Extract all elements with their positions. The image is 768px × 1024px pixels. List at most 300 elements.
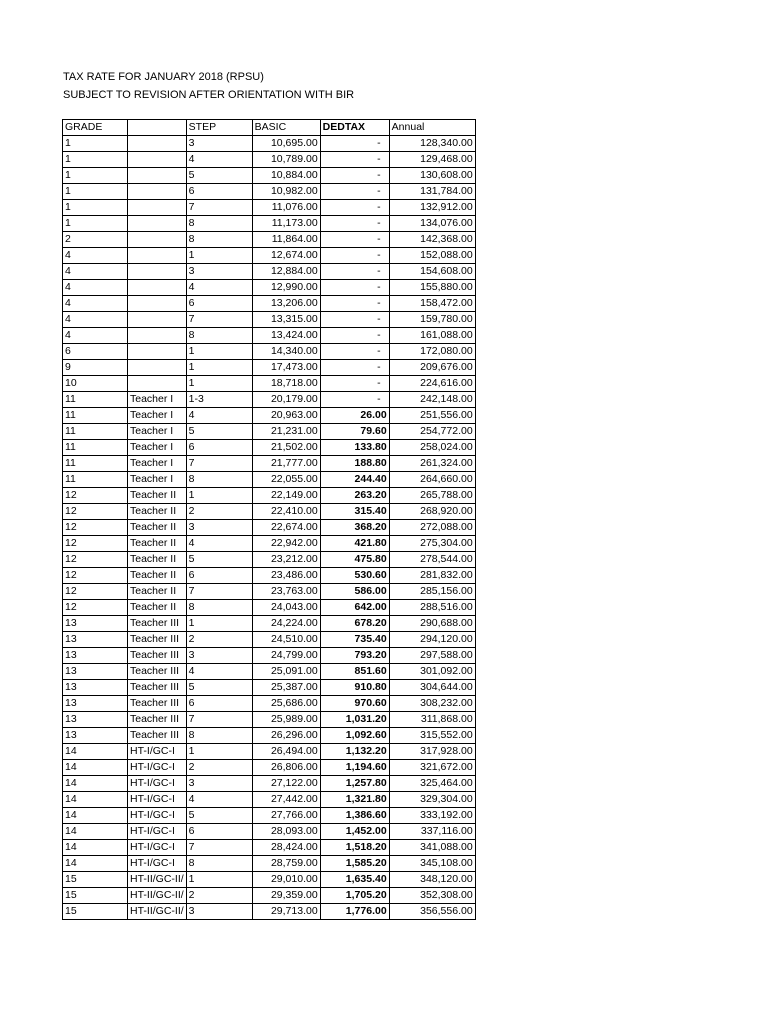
step-cell[interactable]: 1 [186, 376, 252, 392]
step-cell[interactable]: 4 [186, 152, 252, 168]
basic-cell[interactable]: 11,173.00 [252, 216, 320, 232]
position-cell[interactable] [128, 152, 187, 168]
step-cell[interactable]: 2 [186, 760, 252, 776]
basic-cell[interactable]: 22,410.00 [252, 504, 320, 520]
dedtax-cell[interactable]: 678.20 [320, 616, 389, 632]
basic-cell[interactable]: 13,315.00 [252, 312, 320, 328]
grade-cell[interactable]: 12 [63, 568, 128, 584]
step-cell[interactable]: 6 [186, 296, 252, 312]
annual-cell[interactable]: 281,832.00 [389, 568, 475, 584]
step-cell[interactable]: 3 [186, 136, 252, 152]
grade-cell[interactable]: 14 [63, 824, 128, 840]
grade-cell[interactable]: 12 [63, 488, 128, 504]
step-cell[interactable]: 2 [186, 504, 252, 520]
annual-cell[interactable]: 129,468.00 [389, 152, 475, 168]
position-cell[interactable] [128, 296, 187, 312]
annual-cell[interactable]: 158,472.00 [389, 296, 475, 312]
grade-cell[interactable]: 14 [63, 808, 128, 824]
position-cell[interactable]: Teacher III [128, 632, 187, 648]
dedtax-cell[interactable]: 1,386.60 [320, 808, 389, 824]
basic-cell[interactable]: 29,713.00 [252, 904, 320, 920]
position-cell[interactable]: Teacher II [128, 568, 187, 584]
annual-cell[interactable]: 301,092.00 [389, 664, 475, 680]
position-cell[interactable]: Teacher I [128, 408, 187, 424]
grade-cell[interactable]: 6 [63, 344, 128, 360]
dedtax-cell[interactable]: - [320, 232, 389, 248]
step-cell[interactable]: 7 [186, 200, 252, 216]
step-cell[interactable]: 2 [186, 888, 252, 904]
annual-cell[interactable]: 278,544.00 [389, 552, 475, 568]
grade-cell[interactable]: 11 [63, 472, 128, 488]
step-cell[interactable]: 8 [186, 856, 252, 872]
dedtax-cell[interactable]: 851.60 [320, 664, 389, 680]
position-cell[interactable]: HT-I/GC-I [128, 792, 187, 808]
annual-cell[interactable]: 285,156.00 [389, 584, 475, 600]
position-cell[interactable] [128, 232, 187, 248]
basic-cell[interactable]: 13,424.00 [252, 328, 320, 344]
dedtax-cell[interactable]: - [320, 392, 389, 408]
basic-cell[interactable]: 12,884.00 [252, 264, 320, 280]
step-cell[interactable]: 5 [186, 680, 252, 696]
basic-cell[interactable]: 10,982.00 [252, 184, 320, 200]
grade-cell[interactable]: 14 [63, 776, 128, 792]
dedtax-cell[interactable]: - [320, 280, 389, 296]
annual-cell[interactable]: 333,192.00 [389, 808, 475, 824]
basic-cell[interactable]: 11,864.00 [252, 232, 320, 248]
step-cell[interactable]: 8 [186, 728, 252, 744]
dedtax-cell[interactable]: 26.00 [320, 408, 389, 424]
grade-cell[interactable]: 11 [63, 424, 128, 440]
grade-cell[interactable]: 1 [63, 136, 128, 152]
dedtax-cell[interactable]: 1,132.20 [320, 744, 389, 760]
position-cell[interactable]: Teacher I [128, 472, 187, 488]
annual-cell[interactable]: 258,024.00 [389, 440, 475, 456]
annual-cell[interactable]: 159,780.00 [389, 312, 475, 328]
position-cell[interactable] [128, 280, 187, 296]
basic-cell[interactable]: 28,424.00 [252, 840, 320, 856]
annual-cell[interactable]: 317,928.00 [389, 744, 475, 760]
dedtax-cell[interactable]: - [320, 264, 389, 280]
position-cell[interactable] [128, 200, 187, 216]
dedtax-cell[interactable]: 1,585.20 [320, 856, 389, 872]
annual-cell[interactable]: 315,552.00 [389, 728, 475, 744]
dedtax-cell[interactable]: - [320, 248, 389, 264]
step-cell[interactable]: 7 [186, 584, 252, 600]
step-cell[interactable]: 6 [186, 184, 252, 200]
annual-cell[interactable]: 131,784.00 [389, 184, 475, 200]
basic-cell[interactable]: 10,789.00 [252, 152, 320, 168]
annual-cell[interactable]: 152,088.00 [389, 248, 475, 264]
step-cell[interactable]: 8 [186, 216, 252, 232]
position-cell[interactable]: HT-I/GC-I [128, 744, 187, 760]
dedtax-cell[interactable]: 910.80 [320, 680, 389, 696]
position-cell[interactable]: HT-II/GC-II/ [128, 888, 187, 904]
basic-cell[interactable]: 27,122.00 [252, 776, 320, 792]
position-cell[interactable] [128, 184, 187, 200]
dedtax-cell[interactable]: 133.80 [320, 440, 389, 456]
position-cell[interactable]: HT-I/GC-I [128, 824, 187, 840]
annual-cell[interactable]: 329,304.00 [389, 792, 475, 808]
basic-cell[interactable]: 26,494.00 [252, 744, 320, 760]
grade-cell[interactable]: 15 [63, 888, 128, 904]
basic-cell[interactable]: 27,442.00 [252, 792, 320, 808]
dedtax-cell[interactable]: 475.80 [320, 552, 389, 568]
grade-cell[interactable]: 13 [63, 728, 128, 744]
basic-cell[interactable]: 20,179.00 [252, 392, 320, 408]
grade-cell[interactable]: 13 [63, 680, 128, 696]
grade-cell[interactable]: 15 [63, 872, 128, 888]
grade-cell[interactable]: 14 [63, 840, 128, 856]
basic-cell[interactable]: 12,990.00 [252, 280, 320, 296]
annual-cell[interactable]: 130,608.00 [389, 168, 475, 184]
position-cell[interactable]: Teacher III [128, 664, 187, 680]
position-cell[interactable] [128, 312, 187, 328]
grade-cell[interactable]: 13 [63, 712, 128, 728]
dedtax-cell[interactable]: - [320, 360, 389, 376]
annual-cell[interactable]: 224,616.00 [389, 376, 475, 392]
basic-cell[interactable]: 17,473.00 [252, 360, 320, 376]
annual-cell[interactable]: 352,308.00 [389, 888, 475, 904]
grade-cell[interactable]: 1 [63, 152, 128, 168]
position-cell[interactable]: Teacher II [128, 584, 187, 600]
grade-cell[interactable]: 11 [63, 440, 128, 456]
basic-cell[interactable]: 23,486.00 [252, 568, 320, 584]
step-cell[interactable]: 8 [186, 328, 252, 344]
grade-cell[interactable]: 4 [63, 296, 128, 312]
position-cell[interactable]: Teacher II [128, 600, 187, 616]
position-cell[interactable] [128, 136, 187, 152]
basic-cell[interactable]: 25,387.00 [252, 680, 320, 696]
dedtax-cell[interactable]: 188.80 [320, 456, 389, 472]
position-cell[interactable]: Teacher III [128, 648, 187, 664]
step-cell[interactable]: 8 [186, 472, 252, 488]
annual-cell[interactable]: 268,920.00 [389, 504, 475, 520]
grade-cell[interactable]: 4 [63, 264, 128, 280]
basic-cell[interactable]: 18,718.00 [252, 376, 320, 392]
basic-cell[interactable]: 23,763.00 [252, 584, 320, 600]
basic-cell[interactable]: 22,055.00 [252, 472, 320, 488]
step-cell[interactable]: 6 [186, 696, 252, 712]
basic-cell[interactable]: 23,212.00 [252, 552, 320, 568]
grade-cell[interactable]: 13 [63, 696, 128, 712]
step-cell[interactable]: 4 [186, 792, 252, 808]
annual-cell[interactable]: 128,340.00 [389, 136, 475, 152]
annual-cell[interactable]: 142,368.00 [389, 232, 475, 248]
annual-cell[interactable]: 242,148.00 [389, 392, 475, 408]
position-cell[interactable]: Teacher II [128, 536, 187, 552]
position-cell[interactable]: Teacher I [128, 424, 187, 440]
annual-cell[interactable]: 275,304.00 [389, 536, 475, 552]
annual-cell[interactable]: 356,556.00 [389, 904, 475, 920]
step-cell[interactable]: 3 [186, 648, 252, 664]
position-cell[interactable]: HT-I/GC-I [128, 856, 187, 872]
step-cell[interactable]: 1-3 [186, 392, 252, 408]
grade-cell[interactable]: 1 [63, 168, 128, 184]
step-cell[interactable]: 4 [186, 408, 252, 424]
dedtax-cell[interactable]: 1,321.80 [320, 792, 389, 808]
annual-cell[interactable]: 272,088.00 [389, 520, 475, 536]
dedtax-cell[interactable]: 1,518.20 [320, 840, 389, 856]
dedtax-cell[interactable]: 421.80 [320, 536, 389, 552]
position-cell[interactable]: Teacher I [128, 456, 187, 472]
grade-cell[interactable]: 11 [63, 392, 128, 408]
position-cell[interactable]: HT-I/GC-I [128, 840, 187, 856]
annual-cell[interactable]: 251,556.00 [389, 408, 475, 424]
position-cell[interactable] [128, 248, 187, 264]
annual-cell[interactable]: 345,108.00 [389, 856, 475, 872]
annual-cell[interactable]: 172,080.00 [389, 344, 475, 360]
step-cell[interactable]: 4 [186, 280, 252, 296]
dedtax-cell[interactable]: 1,031.20 [320, 712, 389, 728]
grade-cell[interactable]: 4 [63, 248, 128, 264]
step-cell[interactable]: 3 [186, 520, 252, 536]
step-cell[interactable]: 1 [186, 344, 252, 360]
grade-cell[interactable]: 13 [63, 616, 128, 632]
step-cell[interactable]: 5 [186, 424, 252, 440]
header-dedtax[interactable]: DEDTAX [320, 120, 389, 136]
basic-cell[interactable]: 29,359.00 [252, 888, 320, 904]
position-cell[interactable] [128, 376, 187, 392]
annual-cell[interactable]: 264,660.00 [389, 472, 475, 488]
step-cell[interactable]: 6 [186, 568, 252, 584]
annual-cell[interactable]: 265,788.00 [389, 488, 475, 504]
header-position[interactable] [128, 120, 187, 136]
annual-cell[interactable]: 325,464.00 [389, 776, 475, 792]
basic-cell[interactable]: 25,091.00 [252, 664, 320, 680]
grade-cell[interactable]: 9 [63, 360, 128, 376]
grade-cell[interactable]: 12 [63, 584, 128, 600]
step-cell[interactable]: 7 [186, 456, 252, 472]
header-basic[interactable]: BASIC [252, 120, 320, 136]
position-cell[interactable]: HT-II/GC-II/ [128, 872, 187, 888]
step-cell[interactable]: 1 [186, 488, 252, 504]
position-cell[interactable]: HT-I/GC-I [128, 776, 187, 792]
annual-cell[interactable]: 337,116.00 [389, 824, 475, 840]
step-cell[interactable]: 3 [186, 904, 252, 920]
dedtax-cell[interactable]: 642.00 [320, 600, 389, 616]
grade-cell[interactable]: 13 [63, 664, 128, 680]
annual-cell[interactable]: 321,672.00 [389, 760, 475, 776]
position-cell[interactable]: Teacher III [128, 728, 187, 744]
position-cell[interactable]: HT-I/GC-I [128, 808, 187, 824]
dedtax-cell[interactable]: - [320, 168, 389, 184]
annual-cell[interactable]: 290,688.00 [389, 616, 475, 632]
dedtax-cell[interactable]: 735.40 [320, 632, 389, 648]
position-cell[interactable]: Teacher I [128, 440, 187, 456]
dedtax-cell[interactable]: - [320, 296, 389, 312]
dedtax-cell[interactable]: 1,635.40 [320, 872, 389, 888]
basic-cell[interactable]: 22,674.00 [252, 520, 320, 536]
basic-cell[interactable]: 10,884.00 [252, 168, 320, 184]
step-cell[interactable]: 8 [186, 600, 252, 616]
step-cell[interactable]: 8 [186, 232, 252, 248]
grade-cell[interactable]: 1 [63, 216, 128, 232]
step-cell[interactable]: 2 [186, 632, 252, 648]
position-cell[interactable]: Teacher III [128, 616, 187, 632]
basic-cell[interactable]: 28,759.00 [252, 856, 320, 872]
grade-cell[interactable]: 12 [63, 600, 128, 616]
dedtax-cell[interactable]: 244.40 [320, 472, 389, 488]
header-step[interactable]: STEP [186, 120, 252, 136]
position-cell[interactable]: Teacher II [128, 552, 187, 568]
step-cell[interactable]: 1 [186, 248, 252, 264]
basic-cell[interactable]: 26,296.00 [252, 728, 320, 744]
basic-cell[interactable]: 10,695.00 [252, 136, 320, 152]
grade-cell[interactable]: 14 [63, 744, 128, 760]
step-cell[interactable]: 3 [186, 264, 252, 280]
position-cell[interactable] [128, 264, 187, 280]
position-cell[interactable]: Teacher I [128, 392, 187, 408]
basic-cell[interactable]: 24,799.00 [252, 648, 320, 664]
dedtax-cell[interactable]: 1,194.60 [320, 760, 389, 776]
basic-cell[interactable]: 24,510.00 [252, 632, 320, 648]
grade-cell[interactable]: 14 [63, 792, 128, 808]
basic-cell[interactable]: 22,149.00 [252, 488, 320, 504]
dedtax-cell[interactable]: 793.20 [320, 648, 389, 664]
basic-cell[interactable]: 13,206.00 [252, 296, 320, 312]
step-cell[interactable]: 6 [186, 824, 252, 840]
dedtax-cell[interactable]: - [320, 184, 389, 200]
position-cell[interactable] [128, 216, 187, 232]
annual-cell[interactable]: 155,880.00 [389, 280, 475, 296]
basic-cell[interactable]: 20,963.00 [252, 408, 320, 424]
dedtax-cell[interactable]: 970.60 [320, 696, 389, 712]
basic-cell[interactable]: 21,231.00 [252, 424, 320, 440]
basic-cell[interactable]: 25,989.00 [252, 712, 320, 728]
step-cell[interactable]: 5 [186, 552, 252, 568]
grade-cell[interactable]: 1 [63, 184, 128, 200]
dedtax-cell[interactable]: 586.00 [320, 584, 389, 600]
position-cell[interactable]: Teacher III [128, 696, 187, 712]
grade-cell[interactable]: 14 [63, 760, 128, 776]
position-cell[interactable] [128, 168, 187, 184]
step-cell[interactable]: 3 [186, 776, 252, 792]
step-cell[interactable]: 5 [186, 808, 252, 824]
basic-cell[interactable]: 27,766.00 [252, 808, 320, 824]
annual-cell[interactable]: 154,608.00 [389, 264, 475, 280]
annual-cell[interactable]: 308,232.00 [389, 696, 475, 712]
grade-cell[interactable]: 13 [63, 632, 128, 648]
step-cell[interactable]: 1 [186, 744, 252, 760]
header-annual[interactable]: Annual [389, 120, 475, 136]
dedtax-cell[interactable]: 1,452.00 [320, 824, 389, 840]
annual-cell[interactable]: 304,644.00 [389, 680, 475, 696]
grade-cell[interactable]: 11 [63, 456, 128, 472]
grade-cell[interactable]: 15 [63, 904, 128, 920]
dedtax-cell[interactable]: 263.20 [320, 488, 389, 504]
grade-cell[interactable]: 2 [63, 232, 128, 248]
basic-cell[interactable]: 29,010.00 [252, 872, 320, 888]
dedtax-cell[interactable]: 1,776.00 [320, 904, 389, 920]
annual-cell[interactable]: 261,324.00 [389, 456, 475, 472]
basic-cell[interactable]: 28,093.00 [252, 824, 320, 840]
basic-cell[interactable]: 26,806.00 [252, 760, 320, 776]
position-cell[interactable]: Teacher II [128, 504, 187, 520]
annual-cell[interactable]: 134,076.00 [389, 216, 475, 232]
dedtax-cell[interactable]: - [320, 328, 389, 344]
position-cell[interactable]: Teacher II [128, 488, 187, 504]
basic-cell[interactable]: 21,777.00 [252, 456, 320, 472]
annual-cell[interactable]: 132,912.00 [389, 200, 475, 216]
annual-cell[interactable]: 294,120.00 [389, 632, 475, 648]
grade-cell[interactable]: 12 [63, 552, 128, 568]
basic-cell[interactable]: 24,043.00 [252, 600, 320, 616]
grade-cell[interactable]: 4 [63, 312, 128, 328]
basic-cell[interactable]: 22,942.00 [252, 536, 320, 552]
step-cell[interactable]: 1 [186, 872, 252, 888]
basic-cell[interactable]: 24,224.00 [252, 616, 320, 632]
annual-cell[interactable]: 348,120.00 [389, 872, 475, 888]
dedtax-cell[interactable]: 1,257.80 [320, 776, 389, 792]
step-cell[interactable]: 7 [186, 840, 252, 856]
dedtax-cell[interactable]: 530.60 [320, 568, 389, 584]
grade-cell[interactable]: 12 [63, 536, 128, 552]
step-cell[interactable]: 5 [186, 168, 252, 184]
position-cell[interactable]: Teacher III [128, 680, 187, 696]
annual-cell[interactable]: 161,088.00 [389, 328, 475, 344]
basic-cell[interactable]: 21,502.00 [252, 440, 320, 456]
dedtax-cell[interactable]: - [320, 136, 389, 152]
annual-cell[interactable]: 288,516.00 [389, 600, 475, 616]
dedtax-cell[interactable]: 368.20 [320, 520, 389, 536]
annual-cell[interactable]: 209,676.00 [389, 360, 475, 376]
step-cell[interactable]: 1 [186, 360, 252, 376]
grade-cell[interactable]: 4 [63, 280, 128, 296]
basic-cell[interactable]: 25,686.00 [252, 696, 320, 712]
dedtax-cell[interactable]: 79.60 [320, 424, 389, 440]
dedtax-cell[interactable]: - [320, 376, 389, 392]
annual-cell[interactable]: 341,088.00 [389, 840, 475, 856]
position-cell[interactable] [128, 344, 187, 360]
header-grade[interactable]: GRADE [63, 120, 128, 136]
grade-cell[interactable]: 13 [63, 648, 128, 664]
step-cell[interactable]: 6 [186, 440, 252, 456]
dedtax-cell[interactable]: - [320, 312, 389, 328]
grade-cell[interactable]: 12 [63, 520, 128, 536]
step-cell[interactable]: 4 [186, 664, 252, 680]
step-cell[interactable]: 7 [186, 712, 252, 728]
dedtax-cell[interactable]: 1,705.20 [320, 888, 389, 904]
basic-cell[interactable]: 11,076.00 [252, 200, 320, 216]
dedtax-cell[interactable]: 1,092.60 [320, 728, 389, 744]
grade-cell[interactable]: 12 [63, 504, 128, 520]
dedtax-cell[interactable]: - [320, 216, 389, 232]
grade-cell[interactable]: 14 [63, 856, 128, 872]
dedtax-cell[interactable]: - [320, 344, 389, 360]
grade-cell[interactable]: 10 [63, 376, 128, 392]
grade-cell[interactable]: 4 [63, 328, 128, 344]
dedtax-cell[interactable]: - [320, 200, 389, 216]
position-cell[interactable]: Teacher III [128, 712, 187, 728]
position-cell[interactable] [128, 360, 187, 376]
position-cell[interactable]: Teacher II [128, 520, 187, 536]
position-cell[interactable] [128, 328, 187, 344]
dedtax-cell[interactable]: 315.40 [320, 504, 389, 520]
grade-cell[interactable]: 1 [63, 200, 128, 216]
annual-cell[interactable]: 254,772.00 [389, 424, 475, 440]
dedtax-cell[interactable]: - [320, 152, 389, 168]
position-cell[interactable]: HT-II/GC-II/ [128, 904, 187, 920]
annual-cell[interactable]: 311,868.00 [389, 712, 475, 728]
step-cell[interactable]: 4 [186, 536, 252, 552]
basic-cell[interactable]: 14,340.00 [252, 344, 320, 360]
grade-cell[interactable]: 11 [63, 408, 128, 424]
position-cell[interactable]: HT-I/GC-I [128, 760, 187, 776]
step-cell[interactable]: 7 [186, 312, 252, 328]
basic-cell[interactable]: 12,674.00 [252, 248, 320, 264]
step-cell[interactable]: 1 [186, 616, 252, 632]
annual-cell[interactable]: 297,588.00 [389, 648, 475, 664]
